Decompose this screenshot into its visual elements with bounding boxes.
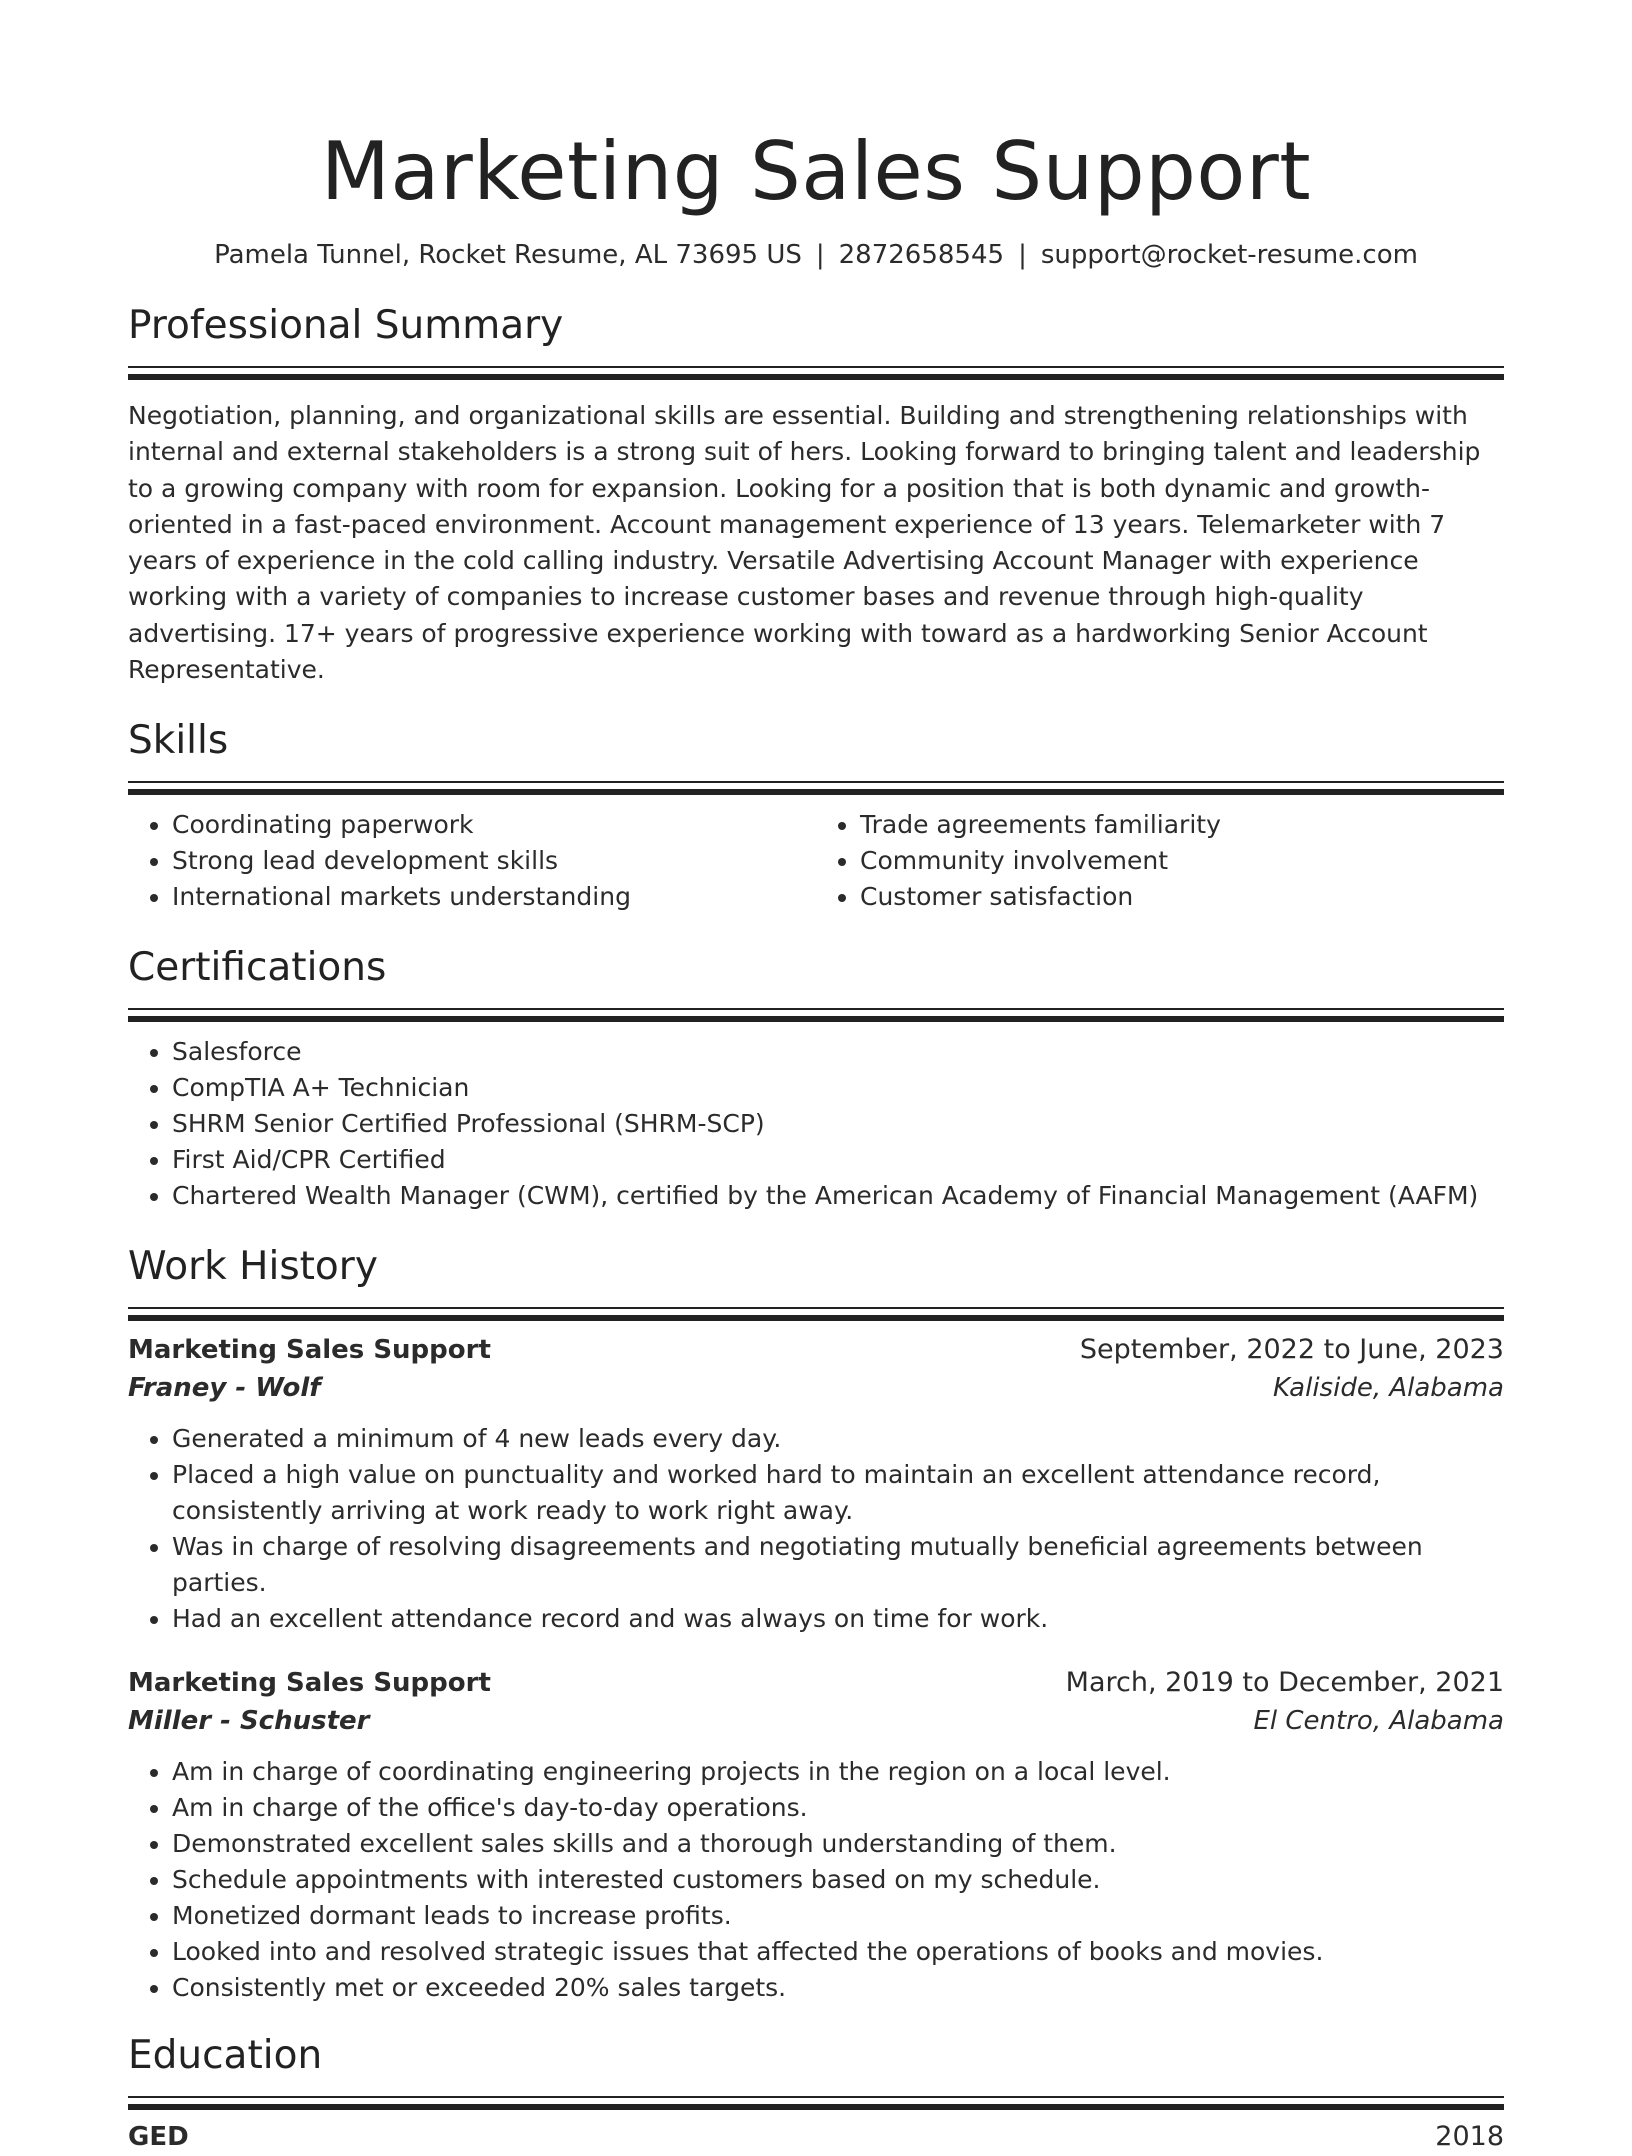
contact-separator: | bbox=[1018, 240, 1027, 270]
job-entry bbox=[128, 1331, 1504, 1637]
contact-phone: 2872658545 bbox=[838, 240, 1005, 270]
skills-list-right bbox=[816, 807, 1504, 915]
section-heading: Education bbox=[128, 2033, 323, 2079]
job-location: El Centro, Alabama bbox=[1253, 1706, 1504, 1737]
job-bullets bbox=[128, 1421, 1504, 1637]
job-bullets bbox=[128, 1754, 1504, 2006]
contact-separator: | bbox=[815, 240, 825, 270]
job-bullet: • Demonstrated excellent sales skills and a thorough understanding of them. bbox=[172, 1826, 1504, 1862]
certification-item: • Salesforce bbox=[172, 1034, 1504, 1070]
page-title: Marketing Sales Support bbox=[320, 125, 1312, 218]
job-bullet: • Am in charge of coordinating engineering projects in the region on a local level. bbox=[172, 1754, 1504, 1790]
job-dates: March, 2019 to December, 2021 bbox=[1065, 1667, 1504, 1699]
section-heading: Skills bbox=[128, 718, 229, 764]
job-bullet: • Placed a high value on punctuality and worked hard to maintain an excellent attendance record, consistently arriving at work ready to work right away. bbox=[172, 1457, 1504, 1529]
job-title: Marketing Sales Support bbox=[128, 1335, 491, 1366]
resume-page bbox=[128, 0, 1504, 2156]
education-year: 2018 bbox=[1435, 2121, 1504, 2153]
skill-item: • Coordinating paperwork bbox=[172, 807, 816, 843]
job-company: Miller - Schuster bbox=[128, 1706, 370, 1737]
section-divider bbox=[128, 2096, 1504, 2104]
certification-item: • CompTIA A+ Technician bbox=[172, 1070, 1504, 1106]
skills-grid bbox=[128, 807, 1504, 915]
certification-item: • SHRM Senior Certified Professional (SHRM-SCP) bbox=[172, 1106, 1504, 1142]
certifications-section bbox=[128, 944, 1504, 1214]
job-subheader bbox=[128, 1702, 1504, 1740]
section-heading: Professional Summary bbox=[128, 303, 564, 348]
job-header bbox=[128, 1664, 1504, 1702]
section-divider bbox=[128, 1307, 1504, 1315]
certifications-list bbox=[128, 1034, 1504, 1214]
job-location: Kaliside, Alabama bbox=[1273, 1373, 1504, 1404]
contact-address: Pamela Tunnel, Rocket Resume, AL 73695 US bbox=[214, 240, 802, 270]
summary-section bbox=[128, 302, 1504, 688]
contact-email: support@rocket-resume.com bbox=[1040, 240, 1418, 270]
skills-section bbox=[128, 717, 1504, 915]
job-bullet: • Generated a minimum of 4 new leads every day. bbox=[172, 1421, 1504, 1457]
certification-item: • First Aid/CPR Certified bbox=[172, 1142, 1504, 1178]
job-title: Marketing Sales Support bbox=[128, 1668, 491, 1699]
job-bullet: • Had an excellent attendance record and was always on time for work. bbox=[172, 1601, 1504, 1637]
job-company: Franey - Wolf bbox=[128, 1373, 321, 1404]
section-divider bbox=[128, 366, 1504, 374]
section-heading: Certifications bbox=[128, 945, 387, 991]
skills-list-left bbox=[128, 807, 816, 915]
education-degree: GED bbox=[128, 2122, 189, 2153]
education-section bbox=[128, 2032, 1504, 2156]
job-bullet: • Was in charge of resolving disagreements and negotiating mutually beneficial agreements between parties. bbox=[172, 1529, 1504, 1601]
job-bullet: • Monetized dormant leads to increase profits. bbox=[172, 1898, 1504, 1934]
skill-item: • Customer satisfaction bbox=[860, 879, 1504, 915]
job-subheader bbox=[128, 1369, 1504, 1407]
skill-item: • International markets understanding bbox=[172, 879, 816, 915]
education-entry bbox=[128, 2118, 1504, 2156]
job-bullet: • Am in charge of the office's day-to-day operations. bbox=[172, 1790, 1504, 1826]
section-heading: Work History bbox=[128, 1244, 378, 1290]
contact-line bbox=[128, 238, 1504, 272]
job-bullet: • Schedule appointments with interested customers based on my schedule. bbox=[172, 1862, 1504, 1898]
skill-item: • Community involvement bbox=[860, 843, 1504, 879]
skill-item: • Trade agreements familiarity bbox=[860, 807, 1504, 843]
job-bullet: • Consistently met or exceeded 20% sales targets. bbox=[172, 1970, 1504, 2006]
section-divider bbox=[128, 781, 1504, 789]
job-entry bbox=[128, 1664, 1504, 2006]
certification-item: • Chartered Wealth Manager (CWM), certified by the American Academy of Financial Management (AAFM) bbox=[172, 1178, 1504, 1214]
job-bullet: • Looked into and resolved strategic issues that affected the operations of books and movies. bbox=[172, 1934, 1504, 1970]
skill-item: • Strong lead development skills bbox=[172, 843, 816, 879]
job-header bbox=[128, 1331, 1504, 1369]
work-history-section bbox=[128, 1243, 1504, 2006]
section-divider bbox=[128, 1008, 1504, 1016]
summary-text: Negotiation, planning, and organizational skills are essential. Building and strengthening relationships with internal and external stakeholders is a strong suit of hers. Looking forward to bringing talent and leadership to a growing company with room for expansion. Looking for a position that is both dynamic and growth-oriented in a fast-paced environment. Account management experience of 13 years. Telemarketer with 7 years of experience in the cold calling industry. Versatile Advertising Account Manager with experience working with a variety of companies to increase customer bases and revenue through high-quality advertising. 17+ years of progressive experience working with toward as a hardworking Senior Account Representative. bbox=[128, 401, 1481, 685]
job-dates: September, 2022 to June, 2023 bbox=[1079, 1334, 1504, 1366]
